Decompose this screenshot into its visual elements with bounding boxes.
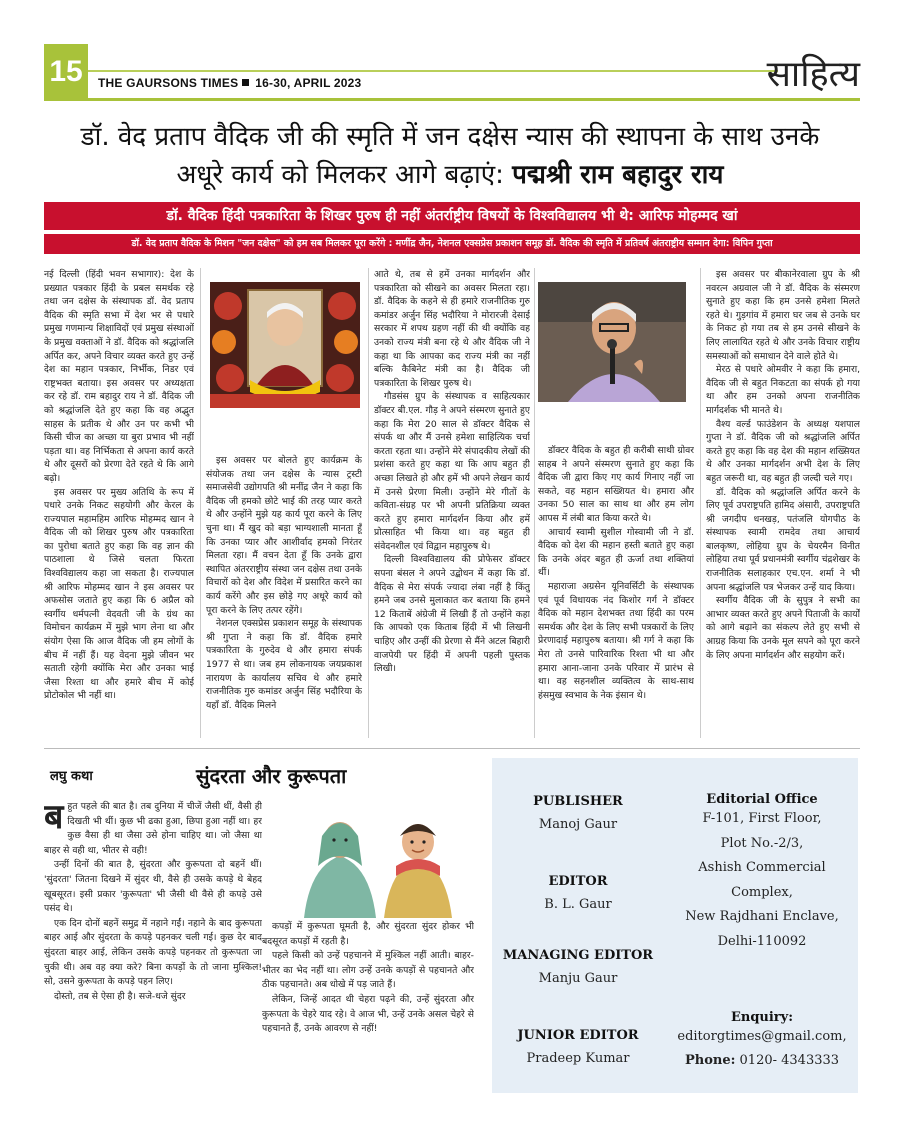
article-paragraph: इस अवसर पर बोलते हुए कार्यक्रम के संयोजक तथा जन दक्षेस के न्यास ट्रस्टी समाजसेवी उद्योगपति श्री मनींद्र जैन ने कहा कि वैदिक जी हमको छोटे भाई की तरह प्यार करते थे और उन्होंने मुझे यह कार्य पूरा करने के लिए चुना था। मैं खुद को बड़ा भाग्यशाली मानता हूँ कि उनका प्यार और आशीर्वाद हमको निरंतर मिलता रहा। मैं वचन देता हूँ कि उनके द्वारा स्थापित अंतरराष्ट्रीय संस्था जन दक्षेस तथा उनके विचारों को देश और विदेश में प्रसारित करने का कार्य करेंगे और इस छोड़े गए अधूरे कार्य को पूरा करने के लिए तत्पर रहेंगे। [206,455,362,616]
article-paragraph: वैश्य वर्ल्ड फाउंडेशन के अध्यक्ष यशपाल गुप्ता ने डॉ. वैदिक जी को श्रद्धांजलि अर्पित करते हुए कहा कि वह देश की महान शख्सियत थे और उनका मार्गदर्शन अभी देश के लिए बहुत जरूरी था, वह बहुत ही जल्दी चले गए। [706,418,860,484]
junior-editor-label: JUNIOR EDITOR [517,1028,639,1043]
article-paragraph: आचार्य स्वामी सुशील गोस्वामी जी ने डॉ. वैदिक को देश की महान हस्ती बताते हुए कहा कि उनके अंदर बहुत ही ऊर्जा तथा शक्तियां थीं। [538,526,694,579]
address-line: Plot No.-2/3, [720,835,804,851]
story-title: सुंदरता और कुरूपता [196,764,347,788]
issue-date: 16-30, APRIL 2023 [255,76,362,90]
story-paragraph: बहुत पहले की बात है। तब दुनिया में चीजें जैसी थीं, वैसी ही दिखती भी थीं। कुछ भी ढका हुआ, छिपा हुआ नहीं था। हर कुछ वैसा ही था जैसा उसे होना चाहिए था। जो जैसा था बाहर से वही था, भीतर से वही! [44,800,262,856]
story-paragraph: एक दिन दोनों बहनें समुद्र में नहाने गईं। नहाने के बाद कुरूपता बाहर आई और सुंदरता के कपड़े पहनकर चली गई। कुछ देर बाद सुंदरता बाहर आई, लेकिन उसके कपड़े पहनकर तो कुरूपता जा चुकी थी। अब वह क्या करे? बिना कपड़ों के तो जाना मुश्किल! सो, उसने कुरूपता के कपड़े पहन लिए। [44,917,262,988]
column-divider [534,268,535,738]
enquiry-label: Enquiry: [730,1010,794,1025]
article-paragraph: महाराजा अग्रसेन यूनिवर्सिटी के संस्थापक एवं पूर्व विधायक नंद किशोर गर्ग ने डॉक्टर वैदिक को महान देशभक्त तथा हिंदी का परम समर्थक और देश के लिए सभी पत्रकारों के लिए प्रेरणादाई महापुरुष बताया। श्री गर्ग ने कहा कि मेरा तो उनसे पारिवारिक रिश्ता भी था और हमारा आना-जाना उनके परिवार में प्रारंभ से था। वह सहनशील व्यक्तित्व के साथ-साथ हंसमुख स्वभाव के नेक इंसान थे। [538,580,694,701]
section-divider [44,748,860,749]
article-paragraph: आते थे, तब से हमें उनका मार्गदर्शन और पत्रकारिता को सीखने का अवसर मिलता रहा। डॉ. वैदिक के कहने से ही हमारे राजनीतिक गुरु कमांडर अर्जुन सिंह भदौरिया ने मोरारजी देसाई सरकार में शपथ ग्रहण नहीं की थी क्योंकि वह उनको राज्य मंत्री बना रहे थे और वैदिक जी ने कहा था कि आपका कद राज्य मंत्री का नहीं बल्कि कैबिनेट मंत्री का है। वैदिक जी पत्रकारिता के शिखर पुरुष थे। [374,269,530,389]
article-column-1 [44,268,194,738]
address-line: F-101, First Floor, [702,811,822,826]
managing-editor-name: Manju Gaur [538,971,618,986]
article-paragraph: नई दिल्ली (हिंदी भवन सभागार): देश के प्रख्यात पत्रकार हिंदी के प्रबल समर्थक रहे तथा जन दक्षेस के संस्थापक डॉ. वेद प्रताप वैदिक की स्मृति सभा में देश भर से पधारे प्रमुख गणमान्य शिक्षाविदों एवं प्रमुख संस्थाओं के प्रमुख वक्ताओं ने डॉ. वैदिक को श्रद्धांजलि अर्पित कर, अपने विचार व्यक्त करते हुए उन्हें देश का महान पत्रकार, निर्भीक, निडर एवं राष्ट्रभक्त बताया। इस अवसर पर अध्यक्षता कर रहे डॉ. राम बहादुर राय ने डॉ. वैदिक जी को श्रद्धांजलि देते हुए कहा कि वह अद्भुत साहस के प्रतीक थे और उन पर कभी भी किसी चीज का अच्छा या बुरा प्रभाव भी नहीं पड़ता था। वह निर्भिकता से अपना कार्य करते थे और दूसरों को प्रेरणा देते रहते थे कि आगे बढ़ो। [44,269,194,484]
story-paragraph: उन्हीं दिनों की बात है, सुंदरता और कुरूपता दो बहनें थीं। 'सुंदरता' जितना दिखने में सुंदर थी, वैसे ही उसके कपड़े थे बेहद खूबसूरत। इसी प्रकार 'कुरूपता' भी जैसी थी वैसे ही कपड़े उसे पसंद थे। [44,859,262,915]
article-column-5 [706,268,860,738]
address-line: New Rajdhani Enclave, [685,909,839,924]
publisher-name: Manoj Gaur [538,817,618,832]
enquiry-phone[interactable] [666,1049,858,1073]
tribute-portrait-photo [210,282,360,408]
column-divider [700,268,701,738]
publication-name: THE GAURSONS TIMES [98,76,239,90]
editorial-credits-box [492,758,858,1093]
address-line: Complex, [731,884,793,900]
section-name: साहित्य [766,54,860,95]
article-paragraph: गौडसंस ग्रुप के संस्थापक व साहित्यकार डॉक्टर बी.एल. गौड़ ने अपने संस्मरण सुनाते हुए कहा कि मेरा 20 साल से डॉक्टर वैदिक से संपर्क था और मैं उनसे हमेशा साहित्यिक चर्चा करता रहता था। उन्होंने मेरे संपादकीय लेखों की प्रशंसा करते हुए कहा था कि आप बहुत ही अच्छा लिखते हो और हमें भी अपने लेखन कार्य में उनसे प्रेरणा मिली। उन्होंने मेरे गीतों के कविता-संग्रह पर भी अपनी प्रतिक्रिया व्यक्त करते हुए हमारा मार्गदर्शन किया और हमें प्रोत्साहित भी किया था। वह बहुत ही संवेदनशील एवं विद्वान महापुरुष थे। [374,391,530,552]
main-headline [30,118,870,194]
story-paragraph: पहले किसी को उन्हें पहचानने में मुश्किल नहीं आती। बाहर-भीतर का भेद नहीं था। लोग उन्हें उनके कपड़ों से पहचानते और ठीक पहचानते। अब धोखे में पड़ जाते हैं। [262,950,474,991]
story-paragraph: कपड़ों में कुरूपता घूमती है, और सुंदरता सुंदर होकर भी बदसूरत कपड़ों में रहती है। [262,921,474,947]
article-paragraph: डॉ. वैदिक को श्रद्धांजलि अर्पित करने के लिए पूर्व उपराष्ट्रपति हामिद अंसारी, उपराष्ट्रपति श्री जगदीप धनखड़, पतंजलि योगपीठ के संस्थापक स्वामी रामदेव तथा आचार्य बालकृष्ण, लोहिया ग्रुप के चेयरमैन विनीत लोहिया तथा पूर्व प्रधानमंत्री स्वर्गीय चंद्रशेखर के राजनीतिक सलाहकार एच.एन. शर्मा ने भी अपना श्रद्धांजलि पत्र भेजकर उन्हें याद किया। [706,486,860,593]
phone-label: Phone: [684,1053,736,1068]
headline-part1: डॉ. वेद प्रताप वैदिक जी की स्मृति में जन दक्षेस न्यास की स्थापना के साथ उनके [80,122,820,152]
article-paragraph: डॉक्टर वैदिक के बहुत ही करीबी साथी ग्रोवर साहब ने अपने संस्मरण सुनाते हुए कहा कि वैदिक जी द्वारा किए गए कार्य गिनाए नहीं जा सकते, वह महान सख्शियत थे। हमारा और उनका 50 साल का साथ था और हम लोग आपस में लंबी बात किया करते थे। [538,445,694,524]
article-paragraph: दिल्ली विश्वविद्यालय की प्रोफेसर डॉक्टर सपना बंसल ने अपने उद्बोधन में कहा कि डॉ. वैदिक से मेरा संपर्क ज्यादा लंबा नहीं है किंतु हमने जब उनसे मुलाकात कर बताया कि हमने 12 किताबें अंग्रेजी में लिखी हैं तो उन्होंने कहा कि आपको एक किताब हिंदी में भी लिखनी चाहिए और उन्हीं की प्रेरणा से मैंने अटल बिहारी वाजपेयी पर हिंदी में अपनी पहली पुस्तक लिखी। [374,554,530,675]
column-divider [368,268,369,738]
story-tag: लघु कथा [50,769,93,784]
editorial-office-label: Editorial Office [706,792,818,807]
article-paragraph: मेरठ से पधारे ओमवीर ने कहा कि हमारा, वैदिक जी से बहुत निकटता का संपर्क हो गया था और हम उनको अपना राजनीतिक मार्गदर्शक भी मानते थे। [706,364,860,416]
subheadline-2: डॉ. वेद प्रताप वैदिक के मिशन "जन दक्षेस" को हम सब मिलकर पूरा करेंगे : मणींद्र जैन, नेशनल एक्सप्रेस प्रकाशन समूह डॉ. वैदिक की स्मृति में प्रतिवर्ष अंतराष्ट्रीय सम्मान देगा: विपिन गुप्ता [44,234,860,254]
publisher-label: PUBLISHER [533,794,623,809]
article-column-3 [374,268,530,738]
masthead [44,44,860,100]
article-paragraph: इस अवसर पर मुख्य अतिथि के रूप में पधारे उनके निकट सहयोगी और केरल के राज्यपाल महामहिम आरिफ मोहम्मद खान ने वैदिक जी को शिखर पुरुष और पत्रकारिता का पुरोधा बताते हुए कहा कि वह ज्ञान की पाठशाला थे जिसे चलता फिरता विश्वविद्यालय कहा जा सकता है। राज्यपाल श्री आरिफ मोहम्मद खान ने इस अवसर पर अफसोस जताते हुए कहा कि 6 अप्रैल को स्वर्गीय धर्मपत्नी वेदवती जी के ग्रंथ का विमोचन कार्यक्रम में मुझे भाग लेना था और संयोग ऐसा कि आज वैदिक जी हम लोगों के बीच में नहीं हैं। यह वेदना मुझे जीवन भर सताती रहेगी क्योंकि मेरा और उनका भाई जैसा रिश्ता था और हमारे बीच में कोई प्रोटोकोल भी नहीं था। [44,486,194,702]
editor-label: EDITOR [548,874,608,889]
separator-square-icon [242,79,249,86]
column-divider [200,268,201,738]
masthead-top-line [88,70,778,72]
story-paragraph: लेकिन, जिन्हें आदत थी चेहरा पढ़ने की, उन्हें सुंदरता और कुरूपता के चेहरे याद रहे। वे आज भी, उन्हें उनके असल चेहरे से पहचानते हैं, उनके आवरण से नहीं! [262,993,474,1035]
subheadline-1: डॉ. वैदिक हिंदी पत्रकारिता के शिखर पुरुष ही नहीं अंतर्राष्ट्रीय विषयों के विश्वविद्यालय भी थे: आरिफ मोहम्मद खां [44,202,860,230]
drop-cap: ब [44,800,64,837]
phone-number: 0120- 4343333 [735,1053,840,1068]
address-line: Delhi-110092 [717,933,807,949]
masthead-rule [44,98,860,101]
address-line: Ashish Commercial [698,860,826,875]
masthead-title [98,76,361,90]
editor-name: B. L. Gaur [544,897,612,912]
junior-editor-name: Pradeep Kumar [526,1051,630,1066]
article-paragraph: स्वर्गीय वैदिक जी के सुपुत्र ने सभी का आभार व्यक्त करते हुए अपने पिताजी के कार्यों को आगे बढ़ाने का संकल्प लेते हुए सभी से आग्रह किया कि उनके मूल सपने को पूरा करने के लिए अपना मार्गदर्शन और सहयोग करें। [706,595,860,661]
article-paragraph: इस अवसर पर बीकानेरवाला ग्रुप के श्री नवरत्न अग्रवाल जी ने डॉ. वैदिक के संस्मरण सुनाते हुए कहा कि हम उनसे हमेशा मिलते रहते थे। गुड़गांव में हमारा घर जब से उनके घर के निकट हो गया तब से हम उनसे सीखने के लिए लालायित रहते थे और उनके विचार राष्ट्रीय समस्याओं को समाधान देने वाले होते थे। [706,269,860,362]
two-sisters-illustration [300,806,460,918]
article-paragraph: नेशनल एक्सप्रेस प्रकाशन समूह के संस्थापक श्री गुप्ता ने कहा कि डॉ. वैदिक हमारे पत्रकारिता के गुरुदेव थे और हमारा संपर्क 1977 से था। जब हम लोकनायक जयप्रकाश नारायण के कार्यालय सचिव थे और हमारे राजनीतिक गुरु कमांडर अर्जुन सिंह भदौरिया के यहाँ डॉ. वैदिक मिलने [206,618,362,711]
headline-speaker: पद्मश्री राम बहादुर राय [512,160,724,190]
page-number: 15 [44,44,88,100]
enquiry-email[interactable]: editorgtimes@gmail.com, [677,1029,847,1044]
story-column-left [44,800,262,1086]
speaker-photo [538,282,686,402]
managing-editor-label: MANAGING EDITOR [502,948,654,963]
story-column-right [262,920,474,1086]
story-paragraph: दोस्तो, तब से ऐसा ही है। सजे-धजे सुंदर [54,990,186,1002]
headline-part2: अधूरे कार्य को मिलकर आगे बढ़ाएं: [176,160,504,190]
